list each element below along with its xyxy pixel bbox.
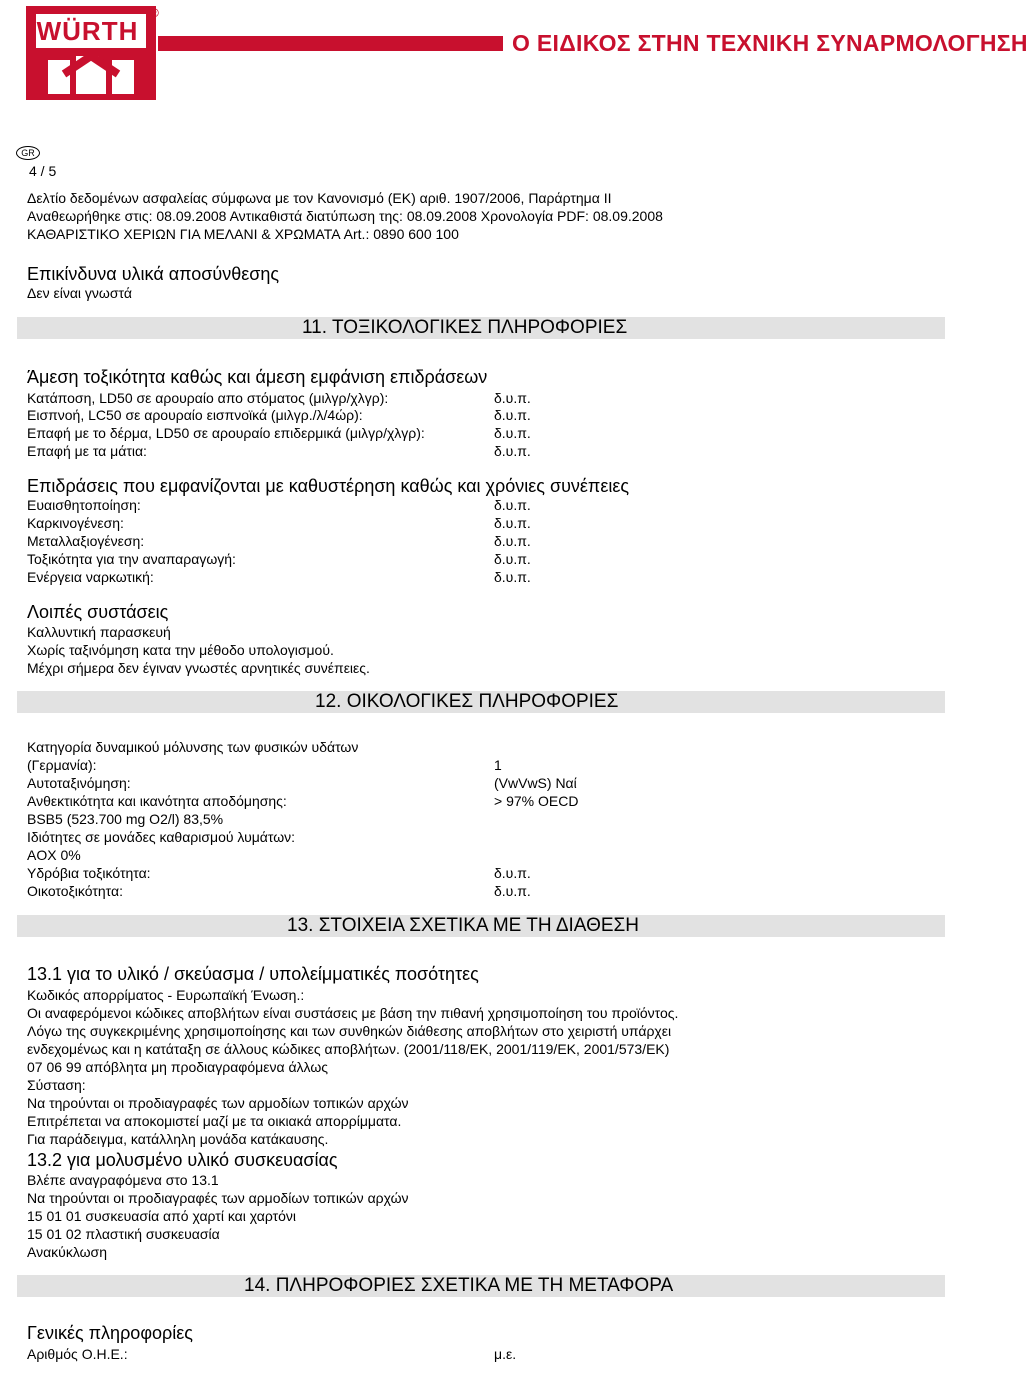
row-label: AOX 0% [27,847,81,863]
row-value: 1 [494,757,502,773]
row-label: Αυτοταξινόμηση: [27,775,131,791]
section-11-bar [17,317,945,339]
acute-toxicity-heading: Άμεση τοξικότητα καθώς και άμεση εμφάνιση επιδράσεων [27,367,488,387]
other-line: Καλλυντική παρασκευή [27,624,171,640]
row-label: Κατάποση, LD50 σε αρουραίο απο στόματος (μιλγρ/χλγρ): [27,390,389,406]
row-label: Ιδιότητες σε μονάδες καθαρισμού λυμάτων: [27,829,296,845]
disposal-line: 07 06 99 απόβλητα μη προδιαγραφόμενα άλλως [27,1059,328,1075]
section-13-bar [17,915,945,937]
packaging-line: Να τηρούνται οι προδιαγραφές των αρμοδίων τοπικών αρχών [27,1190,409,1206]
subsection-13-1-heading: 13.1 για το υλικό / σκεύασμα / υπολείμματικές ποσότητες [27,964,479,984]
disposal-line: Οι αναφερόμενοι κώδικες αποβλήτων είναι συστάσεις με βάση την πιθανή χρησιμοποίηση του προϊόντος. [27,1005,679,1021]
general-info-heading: Γενικές πληροφορίες [27,1323,193,1343]
page-number: 4 / 5 [29,163,57,179]
registered-mark: ® [150,6,159,20]
disposal-line: Σύσταση: [27,1077,86,1093]
page-header [0,0,1028,108]
row-value: δ.υ.π. [494,569,531,585]
row-value: δ.υ.π. [494,883,531,899]
packaging-line: 15 01 01 συσκευασία από χαρτί και χαρτόνι [27,1208,297,1224]
section-14-bar [17,1275,945,1297]
packaging-line: Ανακύκλωση [27,1244,107,1260]
row-label: Εισπνοή, LC50 σε αρουραίο εισπνοϊκά (μιλγρ./λ/4ώρ): [27,407,363,423]
country-badge: GR [16,146,40,160]
subsection-13-2-heading: 13.2 για μολυσμένο υλικό συσκευασίας [27,1150,338,1170]
row-label: Κατηγορία δυναμικού μόλυνσης των φυσικών υδάτων [27,739,359,755]
row-label: Επαφή με το δέρμα, LD50 σε αρουραίο επιδερμικά (μιλγρ/χλγρ): [27,425,425,441]
header-slogan: Ο ΕΙΔΙΚΟΣ ΣΤΗΝ ΤΕΧΝΙΚΗ ΣΥΝΑΡΜΟΛΟΓΗΣΗ [512,30,1028,56]
section-12-title: 12. ΟΙΚΟΛΟΓΙΚΕΣ ΠΛΗΡΟΦΟΡΙΕΣ [315,691,619,712]
delayed-effects-heading: Επιδράσεις που εμφανίζονται με καθυστέρηση καθώς και χρόνιες συνέπειες [27,476,630,496]
un-number-value: μ.ε. [494,1346,517,1362]
hazard-text: Δεν είναι γνωστά [27,285,132,301]
other-line: Χωρίς ταξινόμηση κατα την μέθοδο υπολογισμού. [27,642,334,658]
meta-line-1: Δελτίο δεδομένων ασφαλείας σύμφωνα με τον Κανονισμό (ΕΚ) αριθ. 1907/2006, Παράρτημα II [27,190,612,206]
disposal-line: Κωδικός απορρίματος - Ευρωπαϊκή Ένωση.: [27,987,305,1003]
un-number-label: Αριθμός Ο.Η.Ε.: [27,1346,128,1362]
row-value: (VwVwS) Ναί [494,775,577,791]
hazard-heading: Επικίνδυνα υλικά αποσύνθεσης [27,264,280,284]
packaging-line: 15 01 02 πλαστική συσκευασία [27,1226,220,1242]
row-value: δ.υ.π. [494,390,531,406]
other-heading: Λοιπές συστάσεις [27,602,169,622]
row-label: Ανθεκτικότητα και ικανότητα αποδόμησης: [27,793,287,809]
row-label: Επαφή με τα μάτια: [27,443,147,459]
row-label: BSB5 (523.700 mg O2/l) 83,5% [27,811,224,827]
row-value: δ.υ.π. [494,865,531,881]
other-line: Μέχρι σήμερα δεν έγιναν γνωστές αρνητικές συνέπειες. [27,660,370,676]
row-label: Υδρόβια τοξικότητα: [27,865,151,881]
row-value: δ.υ.π. [494,407,531,423]
row-label: (Γερμανία): [27,757,97,773]
row-label: Ευαισθητοποίηση: [27,497,141,513]
disposal-line: Λόγω της συγκεκριμένης χρησιμοποίησης και των συνθηκών διάθεσης αποβλήτων στο χειριστή υπάρχει [27,1023,672,1039]
row-value: > 97% OECD [494,793,579,809]
header-red-bar [158,36,503,51]
disposal-line: Για παράδειγμα, κατάλληλη μονάδα κατάκαυσης. [27,1131,329,1147]
row-value: δ.υ.π. [494,533,531,549]
disposal-line: Επιτρέπεται να αποκομιστεί μαζί με τα οικιακά απορρίμματα. [27,1113,402,1129]
row-label: Μεταλλαξιογένεση: [27,533,145,549]
disposal-line: Να τηρούνται οι προδιαγραφές των αρμοδίων τοπικών αρχών [27,1095,409,1111]
row-value: δ.υ.π. [494,515,531,531]
disposal-line: ενδεχομένως και η κατάταξη σε άλλους κώδικες αποβλήτων. (2001/118/ΕΚ, 2001/119/ΕΚ, 2001/573/ΕΚ) [27,1041,670,1057]
packaging-line: Βλέπε αναγραφόμενα στο 13.1 [27,1172,219,1188]
row-value: δ.υ.π. [494,443,531,459]
brand-name: WÜRTH [36,16,139,46]
row-value: δ.υ.π. [494,497,531,513]
row-label: Τοξικότητα για την αναπαραγωγή: [27,551,236,567]
section-14-title: 14. ΠΛΗΡΟΦΟΡΙΕΣ ΣΧΕΤΙΚΑ ΜΕ ΤΗ ΜΕΤΑΦΟΡΑ [244,1275,674,1296]
row-label: Καρκινογένεση: [27,515,124,531]
row-label: Οικοτοξικότητα: [27,883,123,899]
row-label: Ενέργεια ναρκωτική: [27,569,154,585]
section-11-title: 11. ΤΟΞΙΚΟΛΟΓΙΚΕΣ ΠΛΗΡΟΦΟΡΙΕΣ [302,317,628,338]
meta-line-3: ΚΑΘΑΡΙΣΤΙΚΟ ΧΕΡΙΩΝ ΓΙΑ ΜΕΛΑΝΙ & ΧΡΩΜΑΤΑ Art.: 0890 600 100 [27,226,459,242]
section-12-bar [17,691,945,713]
row-value: δ.υ.π. [494,551,531,567]
meta-line-2: Αναθεωρήθηκε στις: 08.09.2008 Αντικαθιστά διατύπωση της: 08.09.2008 Χρονολογία PDF: 08.09.2008 [27,208,663,224]
section-13-title: 13. ΣΤΟΙΧΕΙΑ ΣΧΕΤΙΚΑ ΜΕ ΤΗ ΔΙΑΘΕΣΗ [287,915,639,936]
row-value: δ.υ.π. [494,425,531,441]
